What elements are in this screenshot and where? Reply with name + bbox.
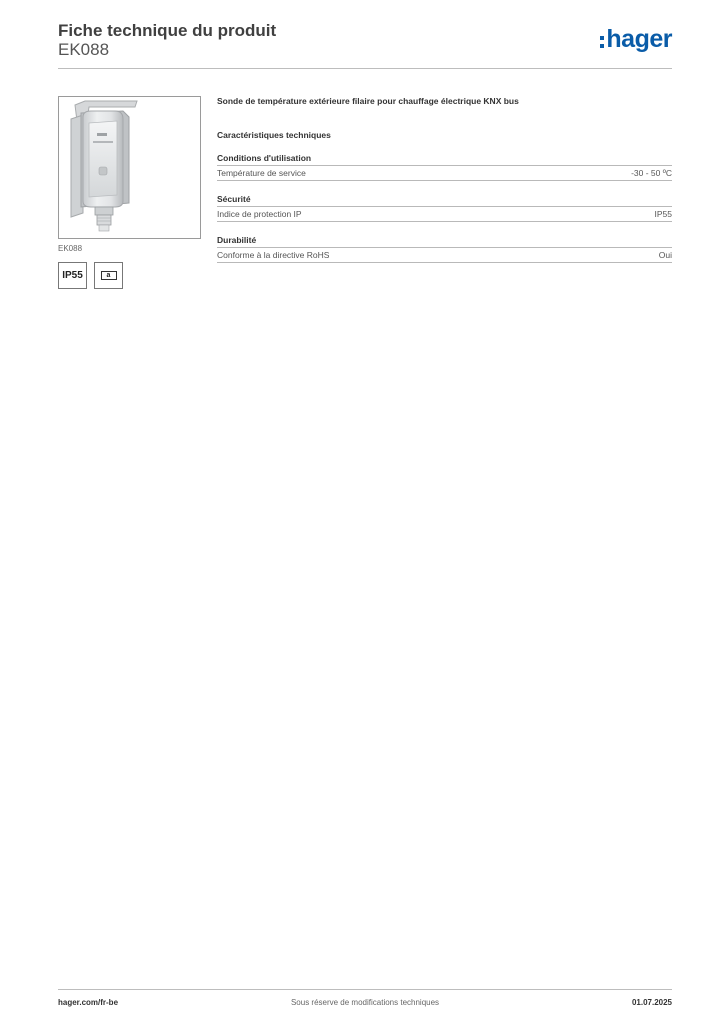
badge-row	[58, 262, 123, 289]
spec-value: -30 - 50 ºC	[631, 168, 672, 178]
section-title: Conditions d'utilisation	[217, 153, 672, 166]
logo-colon-icon	[600, 36, 604, 48]
page-title: Fiche technique du produit	[58, 21, 277, 40]
section-title: Sécurité	[217, 194, 672, 207]
product-image	[58, 96, 201, 239]
page-header	[58, 20, 672, 68]
header-divider	[58, 68, 672, 69]
spec-row	[217, 166, 672, 181]
spec-section-durability	[217, 235, 672, 263]
temperature-sensor-product-photo	[59, 97, 200, 238]
page-footer	[58, 998, 672, 1012]
ip55-badge: IP55	[58, 262, 87, 289]
footer-date: 01.07.2025	[631, 998, 672, 1007]
spec-row	[217, 207, 672, 222]
specs-heading: Caractéristiques techniques	[217, 130, 331, 140]
hager-logo	[600, 24, 672, 54]
spec-row	[217, 248, 672, 263]
spec-label: Température de service	[217, 168, 306, 178]
rohs-badge	[94, 262, 123, 289]
logo-text: hager	[606, 25, 672, 53]
spec-section-conditions	[217, 153, 672, 181]
spec-section-security	[217, 194, 672, 222]
spec-value: Oui	[658, 250, 672, 260]
image-caption: EK088	[58, 244, 83, 253]
footer-website-link[interactable]: hager.com/fr-be	[58, 998, 119, 1007]
product-description: Sonde de température extérieure filaire pour chauffage électrique KNX bus	[217, 96, 519, 106]
rohs-marking-icon: a	[101, 271, 117, 280]
section-title: Durabilité	[217, 235, 672, 248]
spec-label: Indice de protection IP	[217, 209, 302, 219]
footer-disclaimer: Sous réserve de modifications techniques	[290, 998, 440, 1007]
spec-value: IP55	[654, 209, 672, 219]
footer-divider	[58, 989, 672, 990]
spec-label: Conforme à la directive RoHS	[217, 250, 330, 260]
product-reference: EK088	[58, 40, 110, 59]
spec-content	[217, 96, 672, 263]
